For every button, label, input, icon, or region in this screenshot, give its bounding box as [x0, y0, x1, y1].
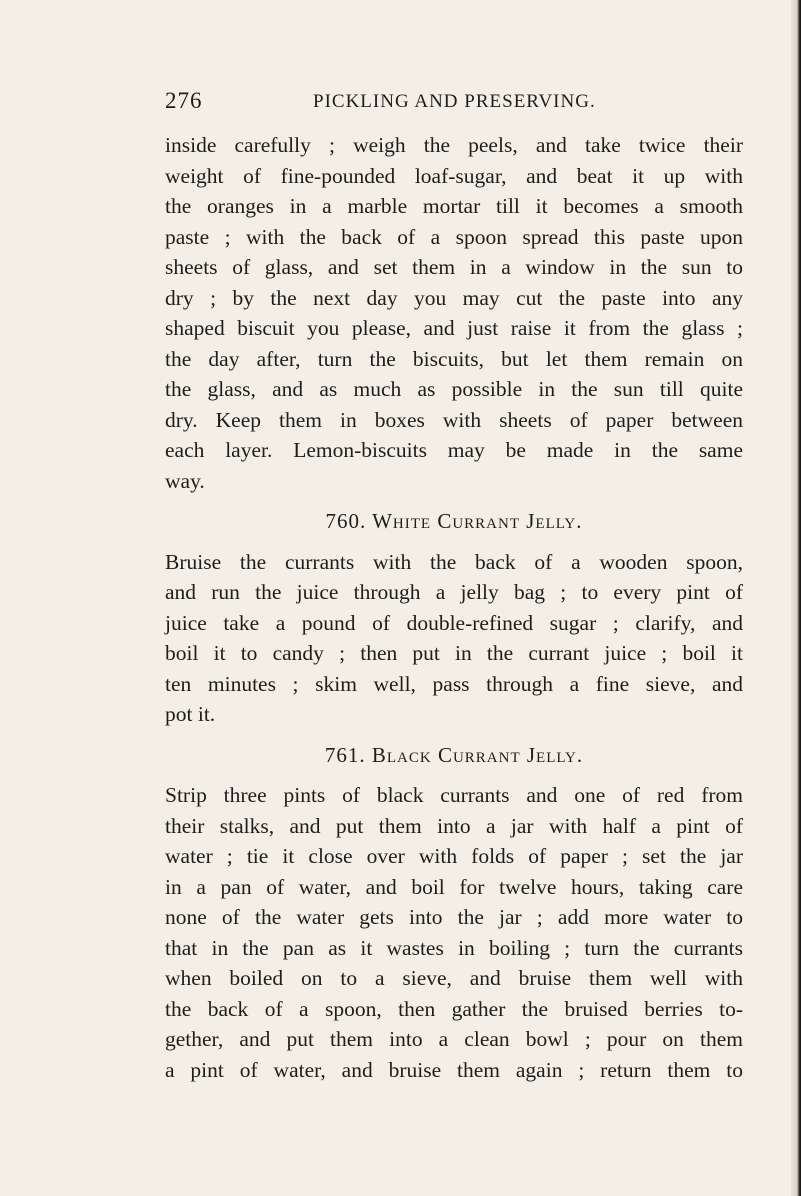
text-line: weight of fine-pounded loaf-sugar, and beat it up with — [165, 163, 743, 188]
paragraph-white-currant-jelly — [165, 547, 743, 730]
page-number: 276 — [165, 88, 203, 113]
text-line: when boiled on to a sieve, and bruise them well with — [165, 966, 743, 990]
text-line: shaped biscuit you please, and just raise it from the glass ; — [165, 316, 743, 340]
text-line: in a pan of water, and boil for twelve hours, taking care — [165, 874, 743, 899]
text-line: their stalks, and put them into a jar with half a pint of — [165, 813, 743, 838]
paragraph-orange-biscuits — [165, 130, 743, 496]
text-line: Strip three pints of black currants and one of red from — [165, 783, 743, 807]
text-line: gether, and put them into a clean bowl ; pour on them — [165, 1027, 743, 1051]
text-line: dry ; by the next day you may cut the paste into any — [165, 285, 743, 310]
page-header — [165, 88, 725, 118]
page-edge-shadow — [791, 0, 801, 1196]
text-line: Bruise the currants with the back of a wooden spoon, — [165, 549, 743, 574]
text-line: boil it to candy ; then put in the currant juice ; boil it — [165, 641, 743, 665]
text-line: way. — [165, 468, 205, 493]
text-line: each layer. Lemon-biscuits may be made in the same — [165, 438, 743, 462]
section-heading-760: 760. White Currant Jelly. — [325, 509, 583, 533]
text-line: sheets of glass, and set them in a window in the sun to — [165, 255, 743, 279]
section-heading-761: 761. Black Currant Jelly. — [324, 742, 584, 767]
text-line: pot it. — [165, 702, 216, 726]
text-line: inside carefully ; weigh the peels, and take twice their — [165, 133, 743, 157]
text-line: juice take a pound of double-refined sugar ; clarify, and — [165, 610, 743, 635]
running-title: PICKLING AND PRESERVING. — [313, 91, 596, 112]
paragraph-black-currant-jelly — [165, 780, 743, 1085]
text-line: water ; tie it close over with folds of paper ; set the jar — [165, 844, 743, 868]
text-line: dry. Keep them in boxes with sheets of paper between — [165, 407, 743, 432]
text-line: the oranges in a marble mortar till it becomes a smooth — [165, 194, 743, 218]
text-line: a pint of water, and bruise them again ; return them to — [165, 1057, 743, 1082]
text-line: the day after, turn the biscuits, but let them remain on — [165, 346, 743, 371]
text-line: the back of a spoon, then gather the bruised berries to- — [165, 996, 743, 1021]
text-line: none of the water gets into the jar ; add more water to — [165, 905, 743, 929]
text-line: and run the juice through a jelly bag ; to every pint of — [165, 580, 743, 604]
text-line: paste ; with the back of a spoon spread this paste upon — [165, 224, 743, 249]
body-text — [165, 130, 743, 1085]
text-line: the glass, and as much as possible in the sun till quite — [165, 377, 743, 401]
text-line: ten minutes ; skim well, pass through a fine sieve, and — [165, 671, 743, 696]
text-line: that in the pan as it wastes in boiling ; turn the currants — [165, 935, 743, 960]
